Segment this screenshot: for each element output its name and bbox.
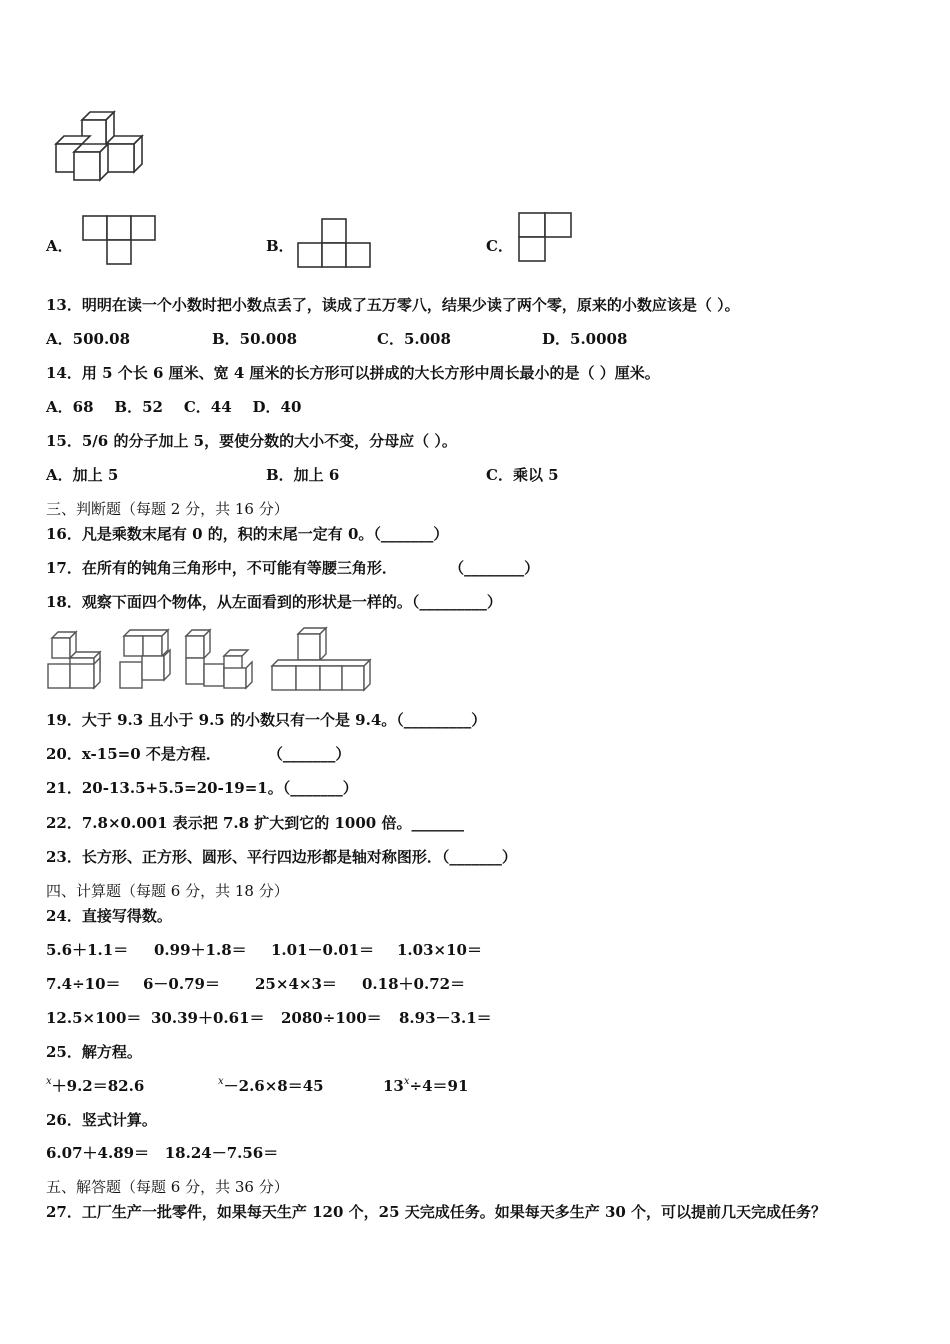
q25-var-3: x — [403, 1076, 410, 1087]
q13-option-c: C．5.008 — [377, 330, 451, 348]
q12-option-b-figure — [295, 216, 375, 270]
q12-option-c-figure — [516, 210, 578, 264]
q24-r1-c2: 0.99＋1.8＝ — [154, 941, 247, 959]
q25-equation-1: $^x$＋9.2＝82.6 — [46, 1076, 145, 1095]
q24-r3-c3: 2080÷100＝ — [281, 1009, 382, 1027]
q24-r2-c1: 7.4÷10＝ — [46, 975, 121, 993]
q26-items: 6.07＋4.89＝ 18.24－7.56＝ — [46, 1144, 279, 1162]
q15-option-b: B．加上 6 — [266, 466, 340, 484]
q24-r2-c2: 6－0.79＝ — [143, 975, 220, 993]
q21-text: 21．20-13.5+5.5=20-19=1。（_______） — [46, 779, 358, 797]
q25-var-1: x — [46, 1076, 52, 1087]
q24-r3-c2: 30.39＋0.61＝ — [151, 1009, 265, 1027]
q24-r2-c3: 25×4×3＝ — [255, 975, 337, 993]
q12-option-a-figure — [80, 213, 160, 267]
q12-option-b-label: B． — [266, 237, 294, 255]
q18-text: 18．观察下面四个物体，从左面看到的形状是一样的。（_________） — [46, 593, 502, 611]
section-3-heading: 三、判断题（每题 2 分，共 16 分） — [46, 500, 289, 518]
q24-r1-c1: 5.6＋1.1＝ — [46, 941, 129, 959]
q25-equation-2: $^x$－2.6×8＝45 — [218, 1076, 324, 1095]
q12-cube-figure — [52, 108, 152, 183]
q16-text: 16．凡是乘数末尾有 0 的，积的末尾一定有 0。（_______） — [46, 525, 449, 543]
q15-text: 15．5/6 的分子加上 5，要使分数的大小不变，分母应（ ）。 — [46, 432, 457, 450]
q12-option-a-label: A． — [46, 237, 73, 255]
q24-r2-c4: 0.18＋0.72＝ — [362, 975, 466, 993]
q18-objects-figure — [44, 624, 374, 696]
q24-r1-c3: 1.01－0.01＝ — [271, 941, 375, 959]
q17-text: 17．在所有的钝角三角形中，不可能有等腰三角形． （________） — [46, 559, 540, 577]
q24-title: 24．直接写得数。 — [46, 907, 172, 925]
q13-text: 13．明明在读一个小数时把小数点丢了，读成了五万零八，结果少读了两个零，原来的小数应该是（ ）。 — [46, 296, 740, 314]
q20-text: 20．x-15=0 不是方程． （_______） — [46, 745, 351, 763]
q24-r3-c4: 8.93－3.1＝ — [399, 1009, 492, 1027]
q26-title: 26．竖式计算。 — [46, 1111, 157, 1129]
q15-option-c: C．乘以 5 — [486, 466, 559, 484]
q12-option-c-label: C． — [486, 237, 513, 255]
q22-text: 22．7.8×0.001 表示把 7.8 扩大到它的 1000 倍。_______ — [46, 814, 464, 832]
q13-option-d: D．5.0008 — [542, 330, 628, 348]
q13-option-a: A．500.08 — [46, 330, 131, 348]
q15-option-a: A．加上 5 — [46, 466, 119, 484]
q25-var-2: x — [218, 1076, 224, 1087]
q25-equation-3: $13^x\div 4=91$ — [383, 1076, 469, 1095]
q13-option-b: B．50.008 — [212, 330, 298, 348]
q23-text: 23．长方形、正方形、圆形、平行四边形都是轴对称图形．（_______） — [46, 848, 517, 866]
q25-title: 25．解方程。 — [46, 1043, 142, 1061]
q24-r3-c1: 12.5×100＝ — [46, 1009, 142, 1027]
q27-text: 27．工厂生产一批零件，如果每天生产 120 个，25 天完成任务。如果每天多生产 30 个，可以提前几天完成任务？ — [46, 1203, 827, 1221]
q24-r1-c4: 1.03×10＝ — [397, 941, 482, 959]
section-5-heading: 五、解答题（每题 6 分，共 36 分） — [46, 1178, 289, 1196]
section-4-heading: 四、计算题（每题 6 分，共 18 分） — [46, 882, 289, 900]
q14-options: A．68 B．52 C．44 D．40 — [46, 398, 302, 416]
q19-text: 19．大于 9.3 且小于 9.5 的小数只有一个是 9.4。（_________） — [46, 711, 487, 729]
q14-text: 14．用 5 个长 6 厘米、宽 4 厘米的长方形可以拼成的大长方形中周长最小的是（ ）厘米。 — [46, 364, 660, 382]
